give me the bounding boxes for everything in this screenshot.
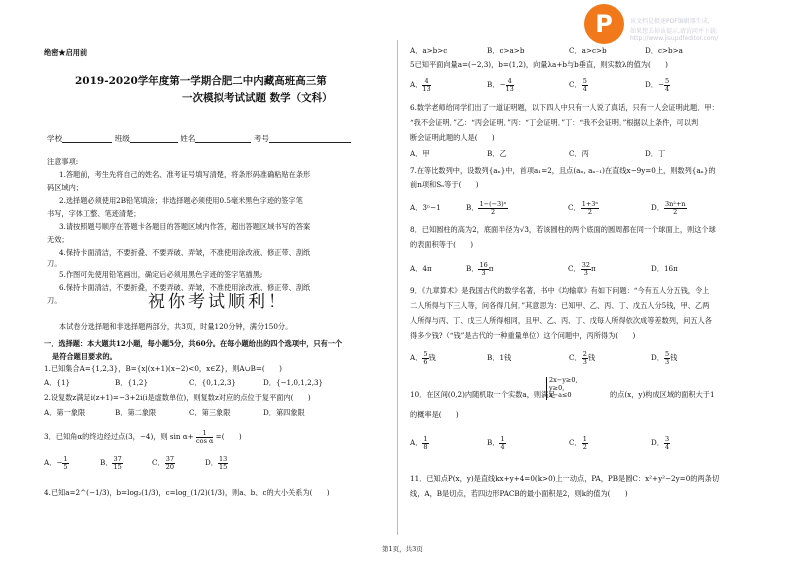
- note-2b: 书写，字体工整、笔迹清楚；: [47, 209, 141, 218]
- q5-option-b[interactable]: B．− $\frac{4}{13}$: [487, 76, 514, 93]
- note-3b: 无效；: [47, 235, 69, 244]
- q2-stem: 2.设复数z满足i(z+1)=−3+2i(i是虚数单位)，则复数z对应的点位于复平面内( ): [44, 393, 311, 402]
- note-1a: 1.答题前，考生先将自己的姓名、准考证号填写清楚，将条形码准确粘贴在条形: [59, 170, 311, 179]
- class-label: 班级: [114, 134, 130, 143]
- q8-option-d[interactable]: D．16π: [651, 264, 678, 273]
- column-divider: [397, 40, 398, 535]
- q6-option-a[interactable]: A．甲: [410, 149, 430, 158]
- q1-option-c[interactable]: C．{0,1,2,3}: [189, 378, 236, 387]
- exam-intro: 本试卷分选择题和非选择题两部分，共3页，时量120分钟，满分150分。: [59, 322, 293, 331]
- q2-option-c[interactable]: C．第三象限: [189, 408, 231, 417]
- q9-stem-b: 二人所得与下三人等，问各得几何．”其意思为：已知甲、乙、丙、丁、戊五人分5钱，甲、乙两: [410, 301, 710, 310]
- q2-option-d[interactable]: D．第四象限: [263, 408, 305, 417]
- q5-option-d[interactable]: D．− $\frac{5}{4}$: [645, 76, 670, 93]
- q9-stem-a: 9．《九章算术》是我国古代的数学名著，书中《均输章》有如下问题：“今有五人分五钱，令上: [410, 286, 710, 295]
- q1-option-a[interactable]: A．{1}: [44, 378, 71, 387]
- q3-option-b[interactable]: B． $\frac{37}{15}$: [100, 454, 122, 471]
- q3-stem: 3．已知角α的终边经过点(3，−4)，则 sin α+ $\frac{1}{\text{cos α}}$ =( ): [44, 428, 242, 445]
- q6-option-c[interactable]: C．丙: [569, 149, 589, 158]
- note-5: 5.作图可先使用铅笔画出，确定后必须用黑色字迹的签字笔描黑;: [59, 270, 263, 279]
- q10-option-c[interactable]: C． $\frac{1}{2}$: [569, 434, 587, 451]
- q10-option-d[interactable]: D． $\frac{3}{4}$: [651, 434, 670, 451]
- note-6b: 刀。: [47, 296, 62, 305]
- page-title-line-1: 2019-2020学年度第一学期合肥二中内藏高班高三第: [75, 75, 327, 87]
- q8-option-a[interactable]: A．4π: [410, 264, 432, 273]
- note-1b: 码区域内；: [47, 183, 83, 192]
- q7-option-d[interactable]: D． $\frac{\text{3n²+n}}{2}$: [651, 199, 686, 216]
- q5-option-a[interactable]: A． $\frac{4}{13}$: [410, 76, 431, 93]
- q5-stem: 5已知平面向量a=(−2,3)，b=(1,2)，向量λa+b与b垂直，则实数λ的值为( ): [410, 60, 668, 69]
- student-info-fields: [47, 134, 351, 143]
- q10-option-b[interactable]: B． $\frac{1}{4}$: [487, 434, 505, 451]
- id-field[interactable]: [269, 134, 351, 143]
- q8-stem-a: 8．已知圆柱的高为2，底面半径为√3，若该圆柱的两个底面的圆周都在同一个球面上，则这个球: [410, 225, 716, 234]
- q3-option-c[interactable]: C． $\frac{37}{20}$: [152, 454, 174, 471]
- q11-stem-a: 11．已知点P(x，y)是直线kx+y+4=0(k>0)上一动点，PA，PB是圆C：x²+y²−2y=0的两条切: [410, 474, 720, 483]
- q10-stem-b: 的点(x，y)构成区域的面积大于1: [610, 390, 715, 399]
- q9-option-a[interactable]: A． $\frac{5}{6}$ 钱: [410, 349, 436, 366]
- q10-option-a[interactable]: A． $\frac{1}{8}$: [410, 434, 428, 451]
- q3-option-d[interactable]: D． $\frac{13}{15}$: [205, 454, 228, 471]
- note-6a: 6.保持卡面清洁，不要折叠，不要弄破、弄皱，不准使用涂改液、修正带、刮纸: [59, 283, 311, 292]
- q8-option-c[interactable]: C． $\frac{32}{3}$ π: [568, 260, 596, 277]
- q4-option-b[interactable]: B．c>a>b: [487, 46, 525, 55]
- section-1-heading-a: 一．选择题：本大题共12小题，每小题5分，共60分。在每小题给出的四个选项中，只有一个: [44, 339, 343, 348]
- q11-stem-b: 线，A，B是切点，若四边形PACB的最小面积是2，则k的值为( ): [410, 489, 628, 498]
- name-field[interactable]: [195, 134, 251, 143]
- watermark-link[interactable]: http://www.jisupdfeditor.com/: [630, 35, 719, 42]
- page-footer: 第1页，共3页: [382, 545, 423, 553]
- note-3a: 3.请按照题号顺序在答题卡各题目的答题区域内作答，超出答题区域书写的答案: [59, 222, 311, 231]
- q4-option-a[interactable]: A．a>b>c: [410, 46, 448, 55]
- q6-stem-b: “我不会证明．”乙：“丙会证明．”丙：“丁会证明．”丁：“我不会证明．”根据以上条件，可以判: [410, 118, 699, 127]
- good-luck-banner: 祝你考试顺利！: [148, 292, 288, 312]
- q2-option-b[interactable]: B．第二象限: [115, 408, 157, 417]
- q9-stem-d: 得多少钱?（“钱”是古代的一种重量单位）这个问题中，丙所得为( ): [410, 331, 636, 340]
- q6-stem-c: 断会证明此题的人是( ): [410, 133, 495, 142]
- watermark-line-2: 如果想去掉该提示,请访问并下载:: [630, 28, 718, 35]
- q7-stem-b: 前n项和Sₙ等于( ): [410, 180, 479, 189]
- school-field[interactable]: [62, 134, 112, 143]
- section-1-heading-b: 是符合题目要求的。: [52, 352, 117, 361]
- q5-option-c[interactable]: C． $\frac{5}{4}$: [569, 76, 587, 93]
- q6-stem-a: 6.数学老师给同学们出了一道证明题，以下四人中只有一人说了真话，只有一人会证明此题．甲：: [410, 103, 719, 112]
- q10-stem-a: 10．在区间(0,2)内随机取一个实数a，则满足: [410, 390, 556, 399]
- q9-option-d[interactable]: D． $\frac{5}{3}$ 钱: [651, 349, 678, 366]
- id-label: 考号: [253, 134, 270, 143]
- school-label: 学校: [47, 134, 63, 143]
- q6-option-d[interactable]: D．丁: [645, 149, 666, 158]
- page-title-line-2: 一次模拟考试试题 数学（文科）: [182, 92, 333, 104]
- class-field[interactable]: [130, 134, 178, 143]
- q10-stem-c: 的概率是( ): [410, 410, 459, 419]
- pdf-editor-logo-icon: P: [584, 4, 624, 44]
- q4-option-d[interactable]: D．c>b>a: [645, 46, 683, 55]
- q2-option-a[interactable]: A．第一象限: [44, 408, 86, 417]
- q8-option-b[interactable]: B． $\frac{16}{3}$ π: [466, 260, 494, 277]
- watermark-line-1: 该文档是极速PDF编辑器生成,: [630, 18, 710, 25]
- note-2a: 2.选择题必须使用2B铅笔填涂；非选择题必须使用0.5毫米黑色字迹的签字笔: [59, 196, 303, 205]
- q3-option-a[interactable]: A．− $\frac{1}{5}$: [44, 454, 68, 471]
- q9-option-c[interactable]: C． $\frac{2}{3}$ 钱: [569, 349, 596, 366]
- q7-option-a[interactable]: A．3ⁿ−1: [410, 203, 441, 212]
- q1-option-d[interactable]: D．{−1,0,1,2,3}: [263, 378, 324, 387]
- q7-option-c[interactable]: C． $\frac{\text{1+3ⁿ}}{2}$: [568, 199, 599, 216]
- q4-option-c[interactable]: C．a>c>b: [569, 46, 607, 55]
- q9-option-b[interactable]: B．1钱: [487, 353, 512, 362]
- q7-stem-a: 7.在等比数列中，设数列{aₙ}中，首项a₁=2，且点(aₙ, aₙ₋₁)在直线x−9y=0上，则数列{aₙ}的: [410, 166, 716, 175]
- q1-stem: 1.已知集合A={1,2,3}，B={x|(x+1)(x−2)<0，x∈Z}，则A∪B=( ): [44, 364, 282, 373]
- q1-option-b[interactable]: B．{1,2}: [115, 378, 149, 387]
- q4-stem: 4.已知a=2^(−1/3)，b=log₂(1/3)，c=log_(1/2)(1/3)，则a、b、c的大小关系为( ): [44, 488, 330, 497]
- secret-label: 绝密★启用前: [44, 48, 88, 57]
- note-4a: 4.保持卡面清洁，不要折叠、不要弄破、弄皱，不准使用涂改液、修正带、刮纸: [59, 248, 311, 257]
- note-4b: 刀。: [47, 259, 62, 268]
- q6-option-b[interactable]: B．乙: [487, 149, 507, 158]
- name-label: 姓名: [180, 134, 196, 143]
- q7-option-b[interactable]: B． $\frac{\text{1−(−3)ⁿ}}{2}$: [466, 199, 507, 216]
- q10-inequality-system: 2x−y≥0, y≥0, x−a≤0: [546, 377, 578, 400]
- q9-stem-c: 人所得与丙、丁、戊三人所得相同，且甲、乙、丙、丁、戊每人所得依次成等差数列，问五人各: [410, 316, 712, 325]
- notes-heading: 注意事项:: [47, 157, 79, 166]
- q8-stem-b: 的表面积等于( ): [410, 240, 474, 249]
